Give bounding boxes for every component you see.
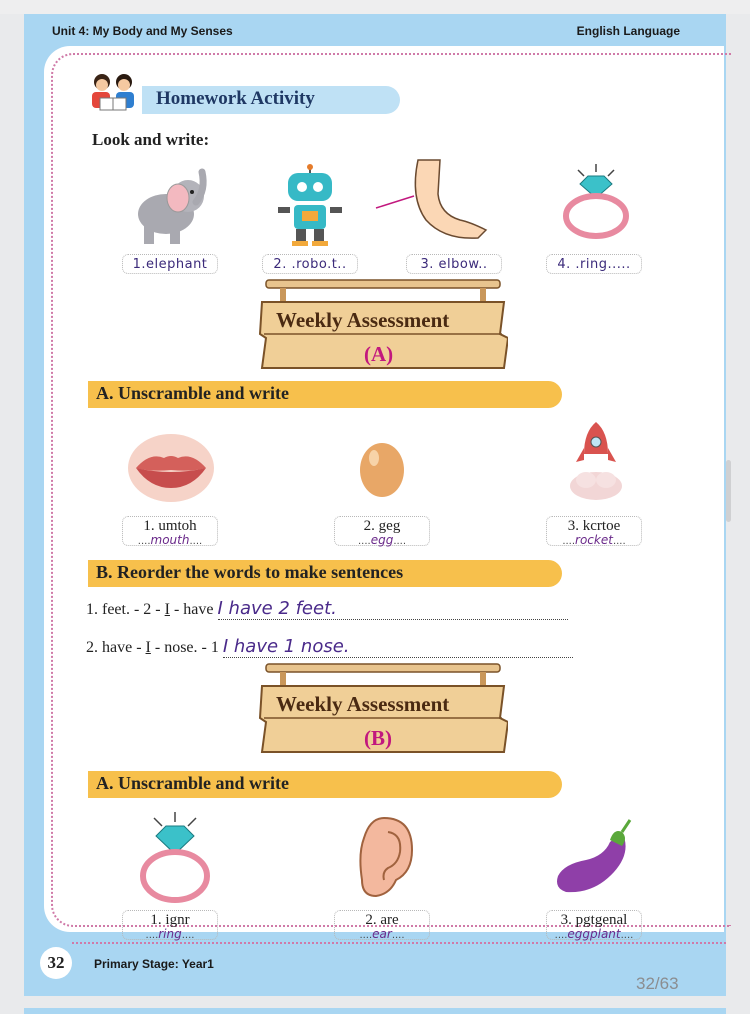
section-b-title: B. Reorder the words to make sentences — [96, 562, 404, 582]
sign-b-title: Weekly Assessment — [276, 692, 450, 716]
unscramble-box-a1: 1. umtoh .... mouth .... — [122, 516, 218, 546]
ear-icon — [354, 814, 416, 900]
robot-icon — [272, 163, 348, 247]
homework-answer-3: 3. elbow.. — [406, 254, 502, 274]
rocket-icon — [564, 420, 628, 504]
ring-icon — [558, 162, 634, 240]
homework-answer-4: 4. .ring..... — [546, 254, 642, 274]
sentence-1: 1. feet. - 2 - I - have I have 2 feet. — [86, 598, 568, 620]
look-and-write-instruction: Look and write: — [92, 130, 210, 149]
footer-stage: Primary Stage: Year1 — [94, 957, 214, 971]
eggplant-icon — [552, 818, 636, 898]
section-b-unscramble-title: A. Unscramble and write — [96, 773, 289, 793]
lips-icon — [126, 432, 216, 504]
page-counter: 32/63 — [636, 974, 679, 993]
subject-header: English Language — [576, 24, 680, 38]
section-a-title: A. Unscramble and write — [96, 383, 289, 403]
sign-a-title: Weekly Assessment — [276, 308, 450, 332]
unscramble-box-b2: 2. are .... ear .... — [334, 910, 430, 940]
unscramble-box-b3: 3. pgtgenal .... eggplant .... — [546, 910, 642, 940]
elbow-arm-icon — [374, 158, 496, 248]
next-page-edge — [24, 1008, 726, 1014]
sentence-1-answer: I have 2 feet. — [218, 598, 568, 620]
page-number: 32 — [40, 947, 72, 979]
unscramble-box-a2: 2. geg .... egg .... — [334, 516, 430, 546]
homework-answer-2: 2. .robo.t.. — [262, 254, 358, 274]
kids-reading-icon — [86, 70, 144, 114]
sentence-2-answer: I have 1 nose. — [223, 636, 573, 658]
elephant-icon — [130, 160, 210, 248]
dotted-frame-bottom — [72, 942, 726, 944]
unscramble-box-b1: 1. ignr .... ring .... — [122, 910, 218, 940]
sign-a-letter: (A) — [364, 342, 394, 366]
unscramble-box-a3: 3. kcrtoe .... rocket .... — [546, 516, 642, 546]
homework-answer-1: 1.elephant — [122, 254, 218, 274]
unit-header: Unit 4: My Body and My Senses — [52, 24, 233, 38]
scrollbar-thumb[interactable] — [726, 460, 731, 522]
sentence-2: 2. have - I - nose. - 1 I have 1 nose. — [86, 636, 573, 658]
homework-title: Homework Activity — [156, 88, 315, 109]
egg-icon — [358, 434, 406, 498]
ring-icon — [134, 810, 216, 904]
sign-b-letter: (B) — [364, 726, 392, 750]
viewer-top-bar — [0, 0, 750, 14]
